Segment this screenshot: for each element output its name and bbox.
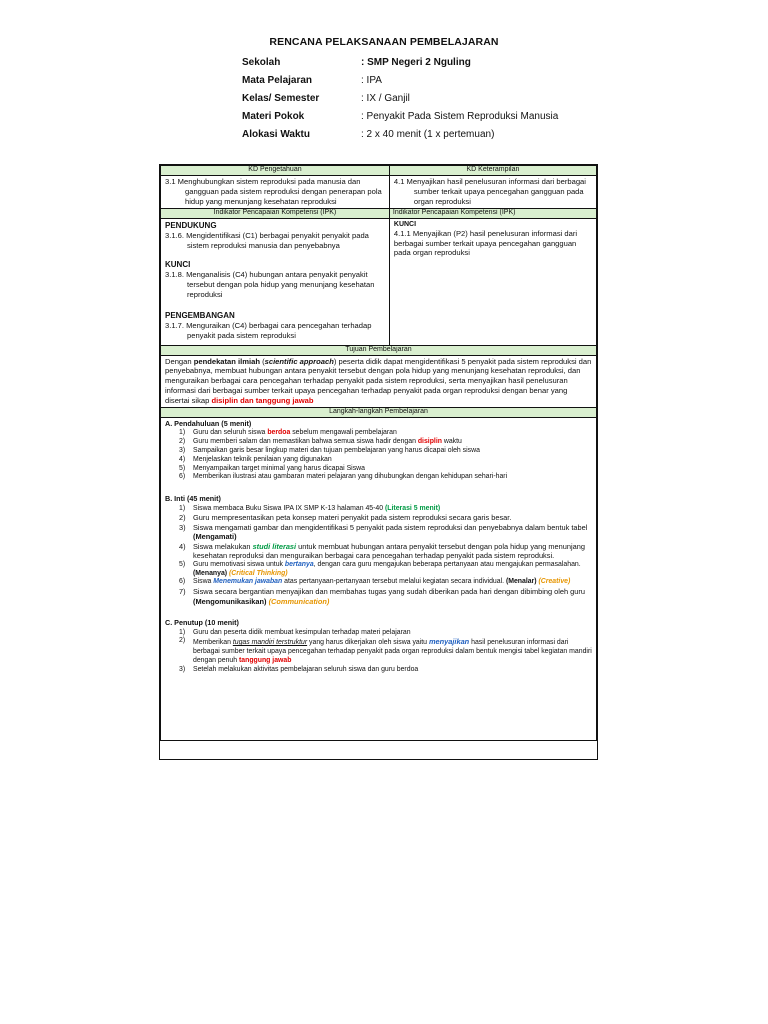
step-highlight: (Creative)	[538, 578, 571, 586]
step-text: Guru dan peserta didik membuat kesimpulan terhadap materi pelajaran	[193, 628, 411, 636]
step-text: Menyampaikan target minimal yang harus dicapai Siswa	[193, 464, 365, 472]
step-number: 6)	[179, 473, 186, 481]
kd-keterampilan-header: KD Keterampilan	[389, 166, 596, 176]
list-item	[165, 429, 592, 438]
list-item	[165, 637, 592, 665]
kunci-text: 3.1.8. Menganalisis (C4) hubungan antara penyakit penyakit tersebut dengan pola hidup yang menunjang kesehatan reproduksi	[165, 270, 375, 299]
kd-pengetahuan-text: 3.1 Menghubungkan sistem reproduksi pada manusia dan gangguan pada sistem reproduksi dengan penerapan pola hidup yang menunjang kesehatan reproduksi	[165, 177, 382, 206]
step-highlight: (Critical Thinking)	[229, 569, 288, 577]
step-text: , dengan cara guru mengajukan beberapa pertanyaan atau mengajukan permasalahan.	[313, 560, 581, 568]
step-highlight: (Literasi 5 menit)	[385, 504, 441, 512]
step-text: atas pertanyaan-pertanyaan tersebut melalui kegiatan secara individual.	[282, 578, 506, 586]
step-text: sebelum mengawali pembelajaran	[290, 429, 397, 437]
step-number: 7)	[179, 587, 186, 597]
step-highlight: (Mengomunikasikan)	[193, 596, 267, 606]
step-number: 2)	[179, 438, 186, 446]
list-item	[165, 465, 592, 474]
step-list	[165, 629, 592, 675]
pendukung-text: 3.1.6. Mengidentifikasi (C1) berbagai penyakit penyakit pada sistem reproduksi manusia dan penyebabnya	[165, 230, 369, 250]
step-text: Siswa mengamati gambar dan mengidentifikasi 5 penyakit pada sistem reproduksi dan penyebabnya dalam bentuk tabel	[193, 522, 588, 532]
ipk-left-cell	[161, 218, 390, 345]
step-highlight: tanggung jawab	[238, 657, 292, 664]
phase-penutup	[165, 618, 592, 675]
step-text: yang harus dikerjakan oleh siswa yaitu	[307, 639, 429, 647]
step-list	[165, 505, 592, 607]
list-item	[165, 505, 592, 514]
info-label: Kelas/ Semester	[242, 93, 320, 104]
info-value: : IPA	[361, 75, 382, 86]
step-highlight: Menemukan jawaban	[213, 578, 283, 586]
rpp-table	[160, 165, 597, 741]
step-highlight: studi literasi	[252, 541, 297, 551]
tujuan-text	[165, 357, 592, 406]
kunci-title: KUNCI	[165, 259, 191, 269]
step-number: 5)	[179, 464, 186, 472]
kd-pengetahuan-cell	[161, 176, 390, 209]
lesson-plan-table	[159, 164, 598, 760]
step-number: 3)	[179, 446, 186, 454]
info-label: Alokasi Waktu	[242, 129, 310, 140]
step-text: Memberikan	[193, 639, 233, 647]
phase-title: C. Penutup (10 menit)	[165, 618, 239, 628]
langkah-cell	[161, 417, 597, 740]
ipk-right-cell	[389, 218, 596, 345]
document-title: RENCANA PELAKSANAAN PEMBELAJARAN	[269, 36, 499, 48]
step-text: Setelah melakukan aktivitas pembelajaran seluruh siswa dan guru berdoa	[193, 665, 419, 673]
pengembangan-title: PENGEMBANGAN	[165, 310, 235, 320]
step-text: hasil penelusuran informasi dari berbagai sumber terkait upaya pencegahan terhadap penyakit pada organ reproduksi dalam bentuk mengisi tabel kegiatan mandiri dengan penuh	[193, 639, 592, 664]
step-text: Siswa secara bergantian menyajikan dan membahas tugas yang sudah diberikan pada hari dengan dibimbing oleh guru	[193, 587, 585, 597]
tujuan-sikap: disiplin dan tanggung jawab	[211, 396, 314, 406]
step-highlight: tugas mandiri terstruktur	[232, 639, 308, 647]
phase-title: A. Pendahuluan (5 menit)	[165, 418, 252, 428]
info-row-materi	[242, 111, 642, 129]
tujuan-header: Tujuan Pembelajaran	[161, 345, 597, 355]
info-row-mapel	[242, 75, 642, 93]
step-number: 2)	[179, 637, 186, 645]
phase-title: B. Inti (45 menit)	[165, 494, 221, 504]
langkah-header: Langkah-langkah Pembelajaran	[161, 407, 597, 417]
step-highlight: berdoa	[267, 429, 291, 437]
info-value: : 2 x 40 menit (1 x pertemuan)	[361, 129, 495, 140]
step-highlight: (Communication)	[268, 596, 330, 606]
step-list	[165, 429, 592, 482]
step-text: Siswa	[193, 578, 214, 586]
list-item	[165, 447, 592, 456]
step-number: 4)	[179, 455, 186, 463]
phase-pendahuluan	[165, 419, 592, 482]
tujuan-emphasis: pendekatan ilmiah	[193, 356, 260, 366]
info-value: : Penyakit Pada Sistem Reproduksi Manusia	[361, 111, 559, 122]
step-number: 1)	[179, 628, 186, 636]
step-highlight: (Menalar)	[505, 578, 537, 586]
list-item	[165, 542, 592, 561]
ipk-left-header: Indikator Pencapaian Kompetensi (IPK)	[161, 208, 390, 218]
step-text: Sampaikan garis besar lingkup materi dan tujuan pembelajaran yang harus dicapai oleh siswa	[193, 446, 480, 454]
step-number: 3)	[179, 522, 186, 532]
step-number: 4)	[179, 541, 186, 551]
step-number: 1)	[179, 429, 186, 437]
phase-inti	[165, 494, 592, 606]
pendukung-title: PENDUKUNG	[165, 220, 217, 230]
step-text: Guru dan seluruh siswa	[193, 429, 268, 437]
step-text: Menjelaskan teknik penilaian yang digunakan	[193, 455, 332, 463]
step-number: 2)	[179, 513, 186, 523]
step-number: 6)	[179, 578, 186, 586]
info-label: Materi Pokok	[242, 111, 305, 122]
ipk-right-kunci-title: KUNCI	[393, 220, 417, 228]
step-number: 5)	[179, 560, 186, 568]
list-item	[165, 561, 592, 579]
step-text: waktu	[441, 438, 462, 446]
list-item	[165, 523, 592, 542]
info-label: Sekolah	[242, 57, 281, 68]
tujuan-part: peserta didik dapat mengidentifikasi 5 penyakit pada sistem reproduksi dan penyebabnya, membuat hubungan antara penyakit tersebut dengan pola hidup yang menunjang kesehatan reproduksi, dan menguraikan berbagai cara pencegahan terhadap penyakit pada sistem reproduksi, serta menyajikan hasil penelusuran informasi dari berbagai sumber terkait upaya pencegahan terhadap penyakit pada organ reproduksi dengan benar yang disertai sikap	[165, 356, 592, 406]
info-value: : SMP Negeri 2 Nguling	[361, 57, 471, 68]
info-row-sekolah	[242, 57, 642, 75]
step-text: untuk membuat hubungan antara penyakit tersebut dengan pola hidup yang menunjang kesehatan reproduksi dan menguraikan berbagai cara pencegahan terhadap penyakit pada sistem reproduksi.	[193, 541, 585, 561]
step-text: Siswa membaca Buku Siswa IPA IX SMP K-13 halaman 45-40	[193, 504, 386, 512]
list-item	[165, 513, 592, 522]
info-row-kelas	[242, 93, 642, 111]
info-row-alokasi	[242, 129, 642, 147]
kd-keterampilan-cell	[389, 176, 596, 209]
step-text: Siswa melakukan	[193, 541, 253, 551]
list-item	[165, 587, 592, 606]
step-text: Guru mempresentasikan peta konsep materi penyakit pada sistem reproduksi secara garis besar.	[193, 513, 512, 523]
step-number: 3)	[179, 665, 186, 673]
step-highlight: bertanya	[284, 560, 314, 568]
tujuan-cell	[161, 355, 597, 407]
ipk-right-kunci-text: 4.1.1 Menyajikan (P2) hasil penelusuran informasi dari berbagai sumber terkait upaya pencegahan gangguan pada organ reproduksi	[393, 228, 578, 258]
list-item	[165, 473, 592, 482]
ipk-right-header: Indikator Pencapaian Kompetensi (IPK)	[389, 208, 596, 218]
step-highlight: disiplin	[417, 438, 442, 446]
tujuan-part: )	[333, 356, 337, 366]
info-block	[242, 57, 642, 147]
tujuan-emphasis-italic: scientific approach	[264, 356, 334, 366]
list-item	[165, 629, 592, 638]
step-text: Memberikan ilustrasi atau gambaran materi pelajaran yang dihubungkan dengan kehidupan sehari-hari	[193, 473, 508, 481]
list-item	[165, 666, 592, 675]
info-value: : IX / Ganjil	[361, 93, 410, 104]
step-highlight: (Menanya)	[193, 569, 228, 577]
list-item	[165, 438, 592, 447]
step-highlight: menyajikan	[428, 637, 470, 647]
step-text: Guru memotivasi siswa untuk	[193, 560, 285, 568]
step-number: 1)	[179, 504, 186, 512]
kd-keterampilan-text: 4.1 Menyajikan hasil penelusuran informasi dari berbagai sumber terkait upaya pencegahan gangguan pada organ reproduksi	[393, 177, 586, 206]
kd-pengetahuan-header: KD Pengetahuan	[161, 166, 390, 176]
tujuan-part: (	[259, 356, 265, 366]
tujuan-part: Dengan	[165, 356, 194, 366]
step-text: Guru memberi salam dan memastikan bahwa semua siswa hadir dengan	[193, 438, 418, 446]
info-label: Mata Pelajaran	[242, 75, 313, 86]
list-item	[165, 578, 592, 587]
step-highlight: (Mengamati)	[193, 532, 237, 542]
pengembangan-text: 3.1.7. Menguraikan (C4) berbagai cara pencegahan terhadap penyakit pada sistem reproduksi	[165, 321, 372, 340]
list-item	[165, 456, 592, 465]
